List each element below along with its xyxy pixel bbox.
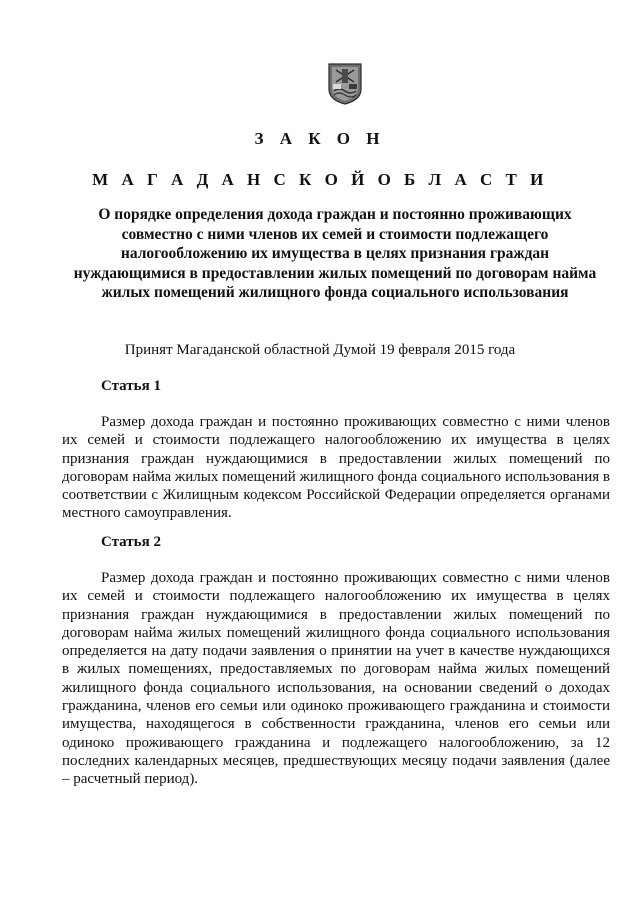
adoption-date-line: Принят Магаданской областной Думой 19 февраля 2015 года — [124, 342, 516, 358]
article-1-title: Статья 1 — [101, 378, 161, 394]
magadan-coat-of-arms-icon — [327, 62, 363, 106]
region-title: М А Г А Д А Н С К О Й О Б Л А С Т И — [92, 170, 548, 189]
article-1-text: Размер дохода граждан и постоянно проживающих совместно с ними членов их семей и стоимости подлежащего налогообложению их имущества в целях признания граждан нуждающимися в предоставлении жилых помещений по договорам найма жилых помещений жилищного фонда социального использования в соответствии с Жилищным кодексом Российской Федерации определяется органами местного самоуправления. — [62, 414, 610, 522]
document-heading: О порядке определения дохода граждан и постоянно проживающих совместно с ними членов их семей и стоимости подлежащего налогообложению их имущества в целях признания граждан нуждающимися в предоставлении жилых помещений по договорам найма жилых помещений жилищного фонда социального использования — [73, 206, 597, 302]
law-title: З А К О Н — [254, 129, 386, 148]
article-2-text: Размер дохода граждан и постоянно проживающих совместно с ними членов их семей и стоимости подлежащего налогообложению их имущества в целях признания граждан нуждающимися в предоставлении жилых помещений по договорам найма жилых помещений жилищного фонда социального использования определяется на дату подачи заявления о принятии на учет в качестве нуждающихся в жилых помещениях, предоставляемых по договорам найма жилых помещений жилищного фонда социального использования, на основании сведений о доходах гражданина, членов его семьи или одиноко проживающего гражданина и стоимости имущества, находящегося в собственности гражданина, членов его семьи или одиноко проживающего гражданина и подлежащего налогообложению, за 12 последних календарных месяцев, предшествующих месяцу подачи заявления (далее – расчетный период). — [62, 570, 610, 788]
article-2-title: Статья 2 — [101, 534, 161, 550]
